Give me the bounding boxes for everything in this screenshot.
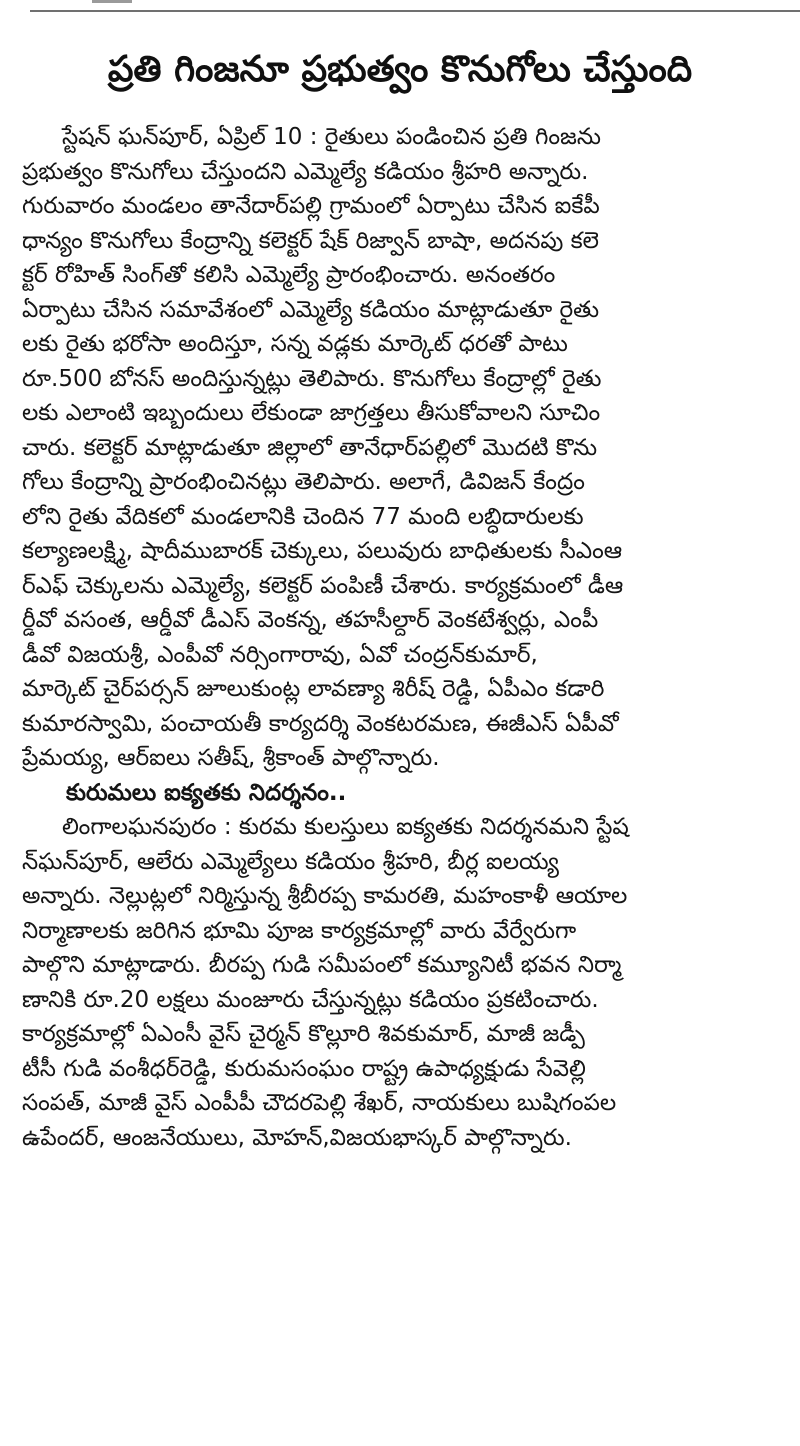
paragraph-line: ప్రభుత్వం కొనుగోలు చేస్తుందని ఎమ్మెల్యే కడియం శ్రీహరి అన్నారు. [22,158,589,185]
top-divider [30,10,800,12]
paragraph-line: ఏర్పాటు చేసిన సమావేశంలో ఎమ్మెల్యే కడియం మాట్లాడుతూ రైతు [22,296,600,323]
paragraph-line: లకు ఎలాంటి ఇబ్బందులు లేకుండా జాగ్రత్తలు తీసుకోవాలని సూచిం [22,400,601,426]
paragraph-line: ఉపేందర్, ఆంజనేయులు, మోహన్,విజయభాస్కర్ పాల్గొన్నారు. [22,1124,572,1151]
paragraph-line: ధాన్యం కొనుగోలు కేంద్రాన్ని కలెక్టర్ షేక్ రిజ్వాన్ బాషా, అదనపు కలె [22,227,599,254]
paragraph-line: లోని రైతు వేదికలో మండలానికి చెందిన 77 మంది లబ్ధిదారులకు [22,503,584,530]
paragraph-line: క్టర్ రోహిత్ సింగ్‌తో కలిసి ఎమ్మెల్యే ప్రారంభించారు. అనంతరం [22,262,556,288]
paragraph-line: లింగాలఘనపురం : కురమ కులస్తులు ఐక్యతకు నిదర్శనమని స్టేష [62,814,629,840]
subheading: కురుమలు ఐక్యతకు నిదర్శనం.. [66,779,347,806]
paragraph-line: లకు రైతు భరోసా అందిస్తూ, సన్న వడ్లకు మార్కెట్ ధరతో పాటు [22,331,568,357]
paragraph-line: రూ.500 బోనస్ అందిస్తున్నట్లు తెలిపారు. కొనుగోలు కేంద్రాల్లో రైతు [22,365,602,392]
paragraph-line: పాల్గొని మాట్లాడారు. బీరప్ప గుడి సమీపంలో కమ్యూనిటీ భవన నిర్మా [22,952,622,978]
paragraph-line: గోలు కేంద్రాన్ని ప్రారంభించినట్లు తెలిపారు. అలాగే, డివిజన్ కేంద్రం [22,469,585,495]
header-tab-mark [92,0,132,3]
paragraph-line: టీసీ గుడి వంశీధర్‌రెడ్డి, కురుమసంఘం రాష్ట్ర ఉపాధ్యక్షుడు సేవెల్లి [22,1055,586,1082]
headline: ప్రతి గింజనూ ప్రభుత్వం కొనుగోలు చేస్తుంది [107,49,693,90]
paragraph-line: కార్యక్రమాల్లో ఏఎంసీ వైస్ చైర్మన్ కొల్లూరి శివకుమార్, మాజీ జడ్పీ [22,1021,585,1047]
article-body [22,120,782,1155]
paragraph-line: కుమారస్వామి, పంచాయతీ కార్యదర్శి వెంకటరమణ, ఈజీఎస్ ఏపీవో [22,710,619,737]
article-section-1 [22,120,782,776]
paragraph-line: మార్కెట్ చైర్‌పర్సన్ జూలుకుంట్ల లావణ్యా శిరీష్ రెడ్డి, ఏపీఎం కడారి [22,676,605,702]
paragraph-line: ణానికి రూ.20 లక్షలు మంజూరు చేస్తున్నట్లు కడియం ప్రకటించారు. [22,986,599,1013]
paragraph-line: ర్‌ఎఫ్ చెక్కులను ఎమ్మెల్యే, కలెక్టర్ పంపిణీ చేశారు. కార్యక్రమంలో డీఆ [22,572,624,599]
paragraph-line: చారు. కలెక్టర్ మాట్లాడుతూ జిల్లాలో తానేధార్‌పల్లిలో మొదటి కొను [22,434,598,461]
paragraph-line: కల్యాణలక్ష్మి, షాదీముబారక్ చెక్కులు, పలువురు బాధితులకు సీఎంఆ [22,538,623,564]
paragraph-line: నిర్మాణాలకు జరిగిన భూమి పూజ కార్యక్రమాల్లో వారు వేర్వేరుగా [22,917,577,944]
paragraph-line: గురువారం మండలం తానేదార్‌పల్లి గ్రామంలో ఏర్పాటు చేసిన ఐకేపీ [22,193,600,219]
paragraph-line: ర్డీవో వసంత, ఆర్డీవో డీఎస్ వెంకన్న, తహసీల్దార్ వెంకటేశ్వర్లు, ఎంపీ [22,607,599,633]
paragraph-line: సంపత్, మాజీ వైస్ ఎంపీపీ చౌదరపెల్లి శేఖర్, నాయకులు బుషిగంపల [22,1090,617,1116]
paragraph-line: స్టేషన్ ఘన్‌పూర్, ఏప్రిల్ 10 : రైతులు పండించిన ప్రతి గింజను [62,124,601,150]
paragraph-line: ప్రేమయ్య, ఆర్‌ఐలు సతీష్, శ్రీకాంత్ పాల్గొన్నారు. [22,745,440,771]
paragraph-line: డీవో విజయశ్రీ, ఎంపీవో నర్సింగారావు, ఏవో చంద్రన్‌కుమార్, [22,641,538,668]
article-section-2 [22,810,782,1155]
paragraph-line: న్‌ఘన్‌పూర్, ఆలేరు ఎమ్మెల్యేలు కడియం శ్రీహరి, బీర్ల ఐలయ్య [22,848,559,875]
paragraph-line: అన్నారు. నెల్లుట్లలో నిర్మిస్తున్న శ్రీబీరప్ప కామరతి, మహంకాళీ ఆయాల [22,883,628,909]
